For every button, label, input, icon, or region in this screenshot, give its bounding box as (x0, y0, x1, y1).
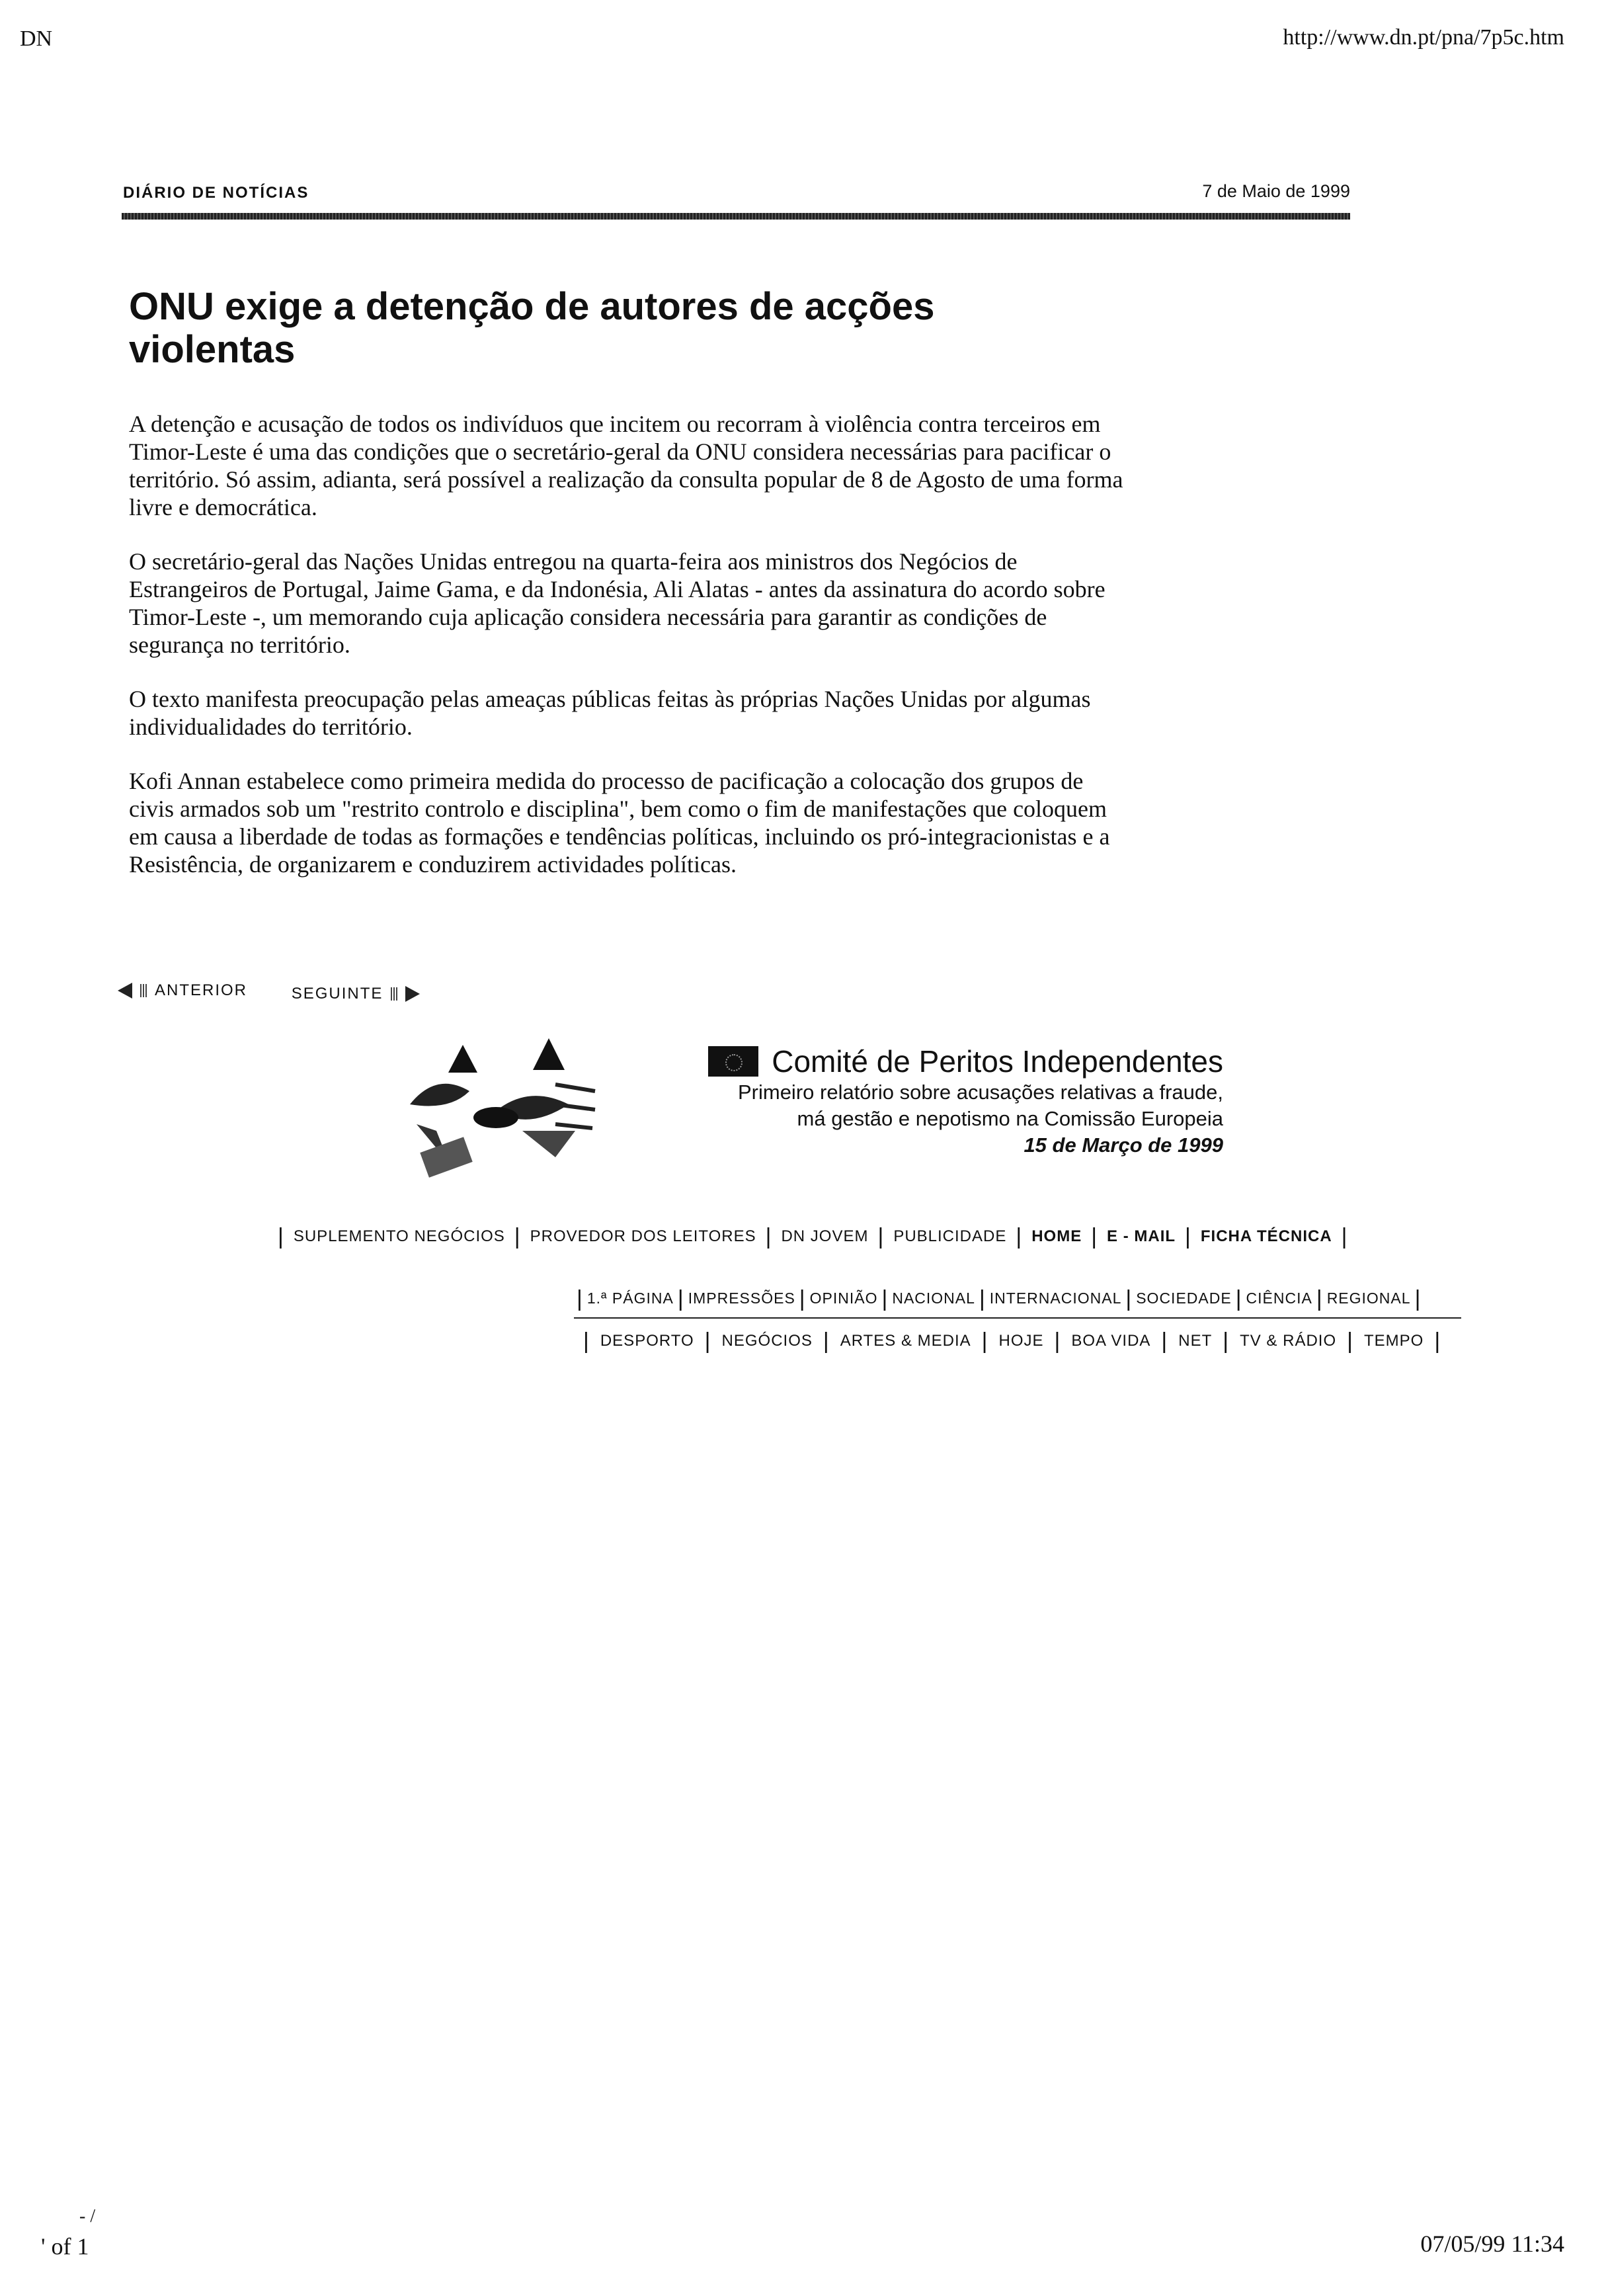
menu-item-hoje[interactable]: HOJE (998, 1332, 1044, 1350)
menu-item-internacional[interactable]: INTERNACIONAL (989, 1290, 1122, 1307)
menu-item-opiniao[interactable]: OPINIÃO (809, 1290, 878, 1307)
menu-sections: | 1.ª PÁGINA | IMPRESSÕES | OPINIÃO | NACIONAL | INTERNACIONAL | SOCIEDADE | CIÊNCIA | REGIONAL | (577, 1286, 1422, 1311)
menu-item-dn-jovem[interactable]: DN JOVEM (781, 1227, 869, 1245)
stripes-icon (391, 987, 397, 1001)
article-body (129, 410, 1134, 905)
print-header-source: DN (20, 26, 53, 51)
menu-item-home[interactable]: HOME (1031, 1227, 1082, 1245)
previous-link[interactable] (118, 981, 247, 1000)
menu-item-impressoes[interactable]: IMPRESSÕES (688, 1290, 795, 1307)
next-label: SEGUINTE (291, 985, 383, 1003)
article-paragraph: A detenção e acusação de todos os indivíduos que incitem ou recorram à violência contra terceiros em Timor-Leste é uma das condições que o secretário-geral da ONU considera necessárias para pacificar o território. Só assim, adianta, será possível a realização da consulta popular de 8 de Agosto de uma forma livre e democrática. (129, 411, 1123, 520)
footer-marks: - / (79, 2206, 96, 2227)
eu-flag-icon (708, 1046, 758, 1077)
banner-date: 15 de Março de 1999 (1024, 1133, 1223, 1157)
print-timestamp: 07/05/99 11:34 (1420, 2231, 1564, 2257)
menu-topics: | DESPORTO | NEGÓCIOS | ARTES & MEDIA | HOJE | BOA VIDA | NET | TV & RÁDIO | TEMPO | (583, 1329, 1441, 1354)
menu-item-primeira-pagina[interactable]: 1.ª PÁGINA (586, 1290, 674, 1307)
banner-text (708, 1044, 1223, 1159)
menu-item-suplemento-negocios[interactable]: SUPLEMENTO NEGÓCIOS (293, 1227, 505, 1245)
menu-item-publicidade[interactable]: PUBLICIDADE (893, 1227, 1007, 1245)
menu-item-regional[interactable]: REGIONAL (1326, 1290, 1411, 1307)
menu-item-email[interactable]: E - MAIL (1107, 1227, 1176, 1245)
menu-item-negocios[interactable]: NEGÓCIOS (721, 1332, 813, 1350)
menu-item-boa-vida[interactable]: BOA VIDA (1071, 1332, 1151, 1350)
menu-item-desporto[interactable]: DESPORTO (600, 1332, 694, 1350)
article-paragraph: O texto manifesta preocupação pelas ameaças públicas feitas às próprias Nações Unidas por algumas individualidades do território. (129, 686, 1091, 740)
masthead-rule (122, 213, 1350, 220)
menu-item-provedor-dos-leitores[interactable]: PROVEDOR DOS LEITORES (530, 1227, 756, 1245)
page-count: ' of 1 (41, 2233, 89, 2260)
banner-title (708, 1044, 1223, 1079)
banner-illustration-icon (397, 1032, 602, 1184)
stripes-icon (140, 984, 147, 997)
article-nav (118, 981, 458, 1003)
banner-subtitle-line: Primeiro relatório sobre acusações relativas a fraude, (737, 1081, 1223, 1104)
menu-item-tv-radio[interactable]: TV & RÁDIO (1240, 1332, 1337, 1350)
menu-item-sociedade[interactable]: SOCIEDADE (1136, 1290, 1232, 1307)
banner-title-text: Comité de Peritos Independentes (772, 1044, 1223, 1079)
menu-item-net[interactable]: NET (1178, 1332, 1213, 1350)
previous-label: ANTERIOR (155, 981, 248, 999)
menu-top: | SUPLEMENTO NEGÓCIOS | PROVEDOR DOS LEITORES | DN JOVEM | PUBLICIDADE | HOME | E - MAIL | FICHA TÉCNICA | (278, 1224, 1348, 1249)
print-header-url[interactable]: http://www.dn.pt/pna/7p5c.htm (1283, 25, 1564, 50)
article-paragraph: Kofi Annan estabelece como primeira medida do processo de pacificação a colocação dos grupos de civis armados sob um "restrito controlo e disciplina", bem como o fim de manifestações que coloquem em causa a liberdade de todas as formações e tendências políticas, incluindo os pró-integracionistas e a Resistência, de organizarem e conduzirem actividades políticas. (129, 768, 1110, 878)
menu-item-ficha-tecnica[interactable]: FICHA TÉCNICA (1200, 1227, 1332, 1245)
arrow-right-icon (405, 986, 420, 1002)
issue-date: 7 de Maio de 1999 (1202, 181, 1350, 201)
menu-item-nacional[interactable]: NACIONAL (892, 1290, 975, 1307)
masthead-title: DIÁRIO DE NOTÍCIAS (123, 184, 309, 202)
menu-item-artes-media[interactable]: ARTES & MEDIA (840, 1332, 971, 1350)
menu-divider (574, 1317, 1461, 1319)
banner-subtitle-line: má gestão e nepotismo na Comissão Europeia (797, 1107, 1223, 1130)
menu-item-tempo[interactable]: TEMPO (1363, 1332, 1424, 1350)
menu-item-ciencia[interactable]: CIÊNCIA (1246, 1290, 1312, 1307)
ec-report-banner[interactable] (397, 1032, 1223, 1184)
next-link[interactable] (292, 985, 421, 1003)
article-headline: ONU exige a detenção de autores de acções violentas (129, 285, 935, 371)
arrow-left-icon (118, 983, 132, 999)
article-paragraph: O secretário-geral das Nações Unidas entregou na quarta-feira aos ministros dos Negócios de Estrangeiros de Portugal, Jaime Gama, e da Indonésia, Ali Alatas - antes da assinatura do acordo sobre Timor-Leste -, um memorando cuja aplicação considera necessária para garantir as condições de segurança no território. (129, 548, 1106, 658)
